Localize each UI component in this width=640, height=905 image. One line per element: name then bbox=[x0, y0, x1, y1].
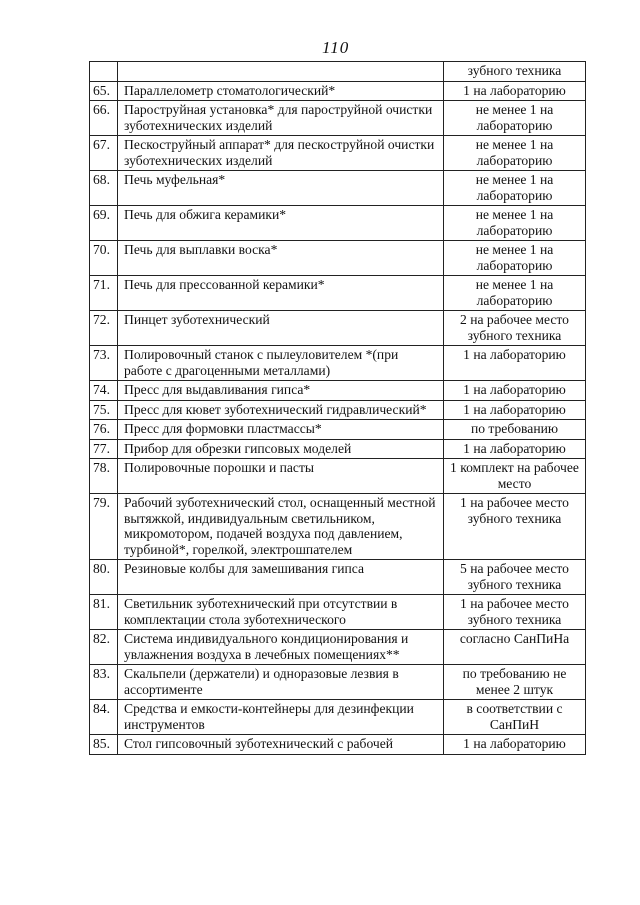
table-row bbox=[90, 459, 586, 494]
table-row bbox=[90, 241, 586, 276]
table-row bbox=[90, 560, 586, 595]
row-number: 69. bbox=[90, 206, 118, 241]
item-quantity: не менее 1 на лабораторию bbox=[444, 136, 586, 171]
item-quantity: не менее 1 на лабораторию bbox=[444, 101, 586, 136]
row-number: 72. bbox=[90, 311, 118, 346]
page-number: 110 bbox=[322, 38, 350, 57]
item-name: Средства и емкости-контейнеры для дезинфекции инструментов bbox=[118, 700, 444, 735]
item-name: Рабочий зуботехнический стол, оснащенный местной вытяжкой, индивидуальным светильником, микромотором, подачей воздуха под давлением, турбиной*, горелкой, электрошпателем bbox=[118, 494, 444, 560]
item-quantity: по требованию не менее 2 штук bbox=[444, 665, 586, 700]
item-name: Печь для выплавки воска* bbox=[118, 241, 444, 276]
table-row bbox=[90, 400, 586, 420]
row-number: 79. bbox=[90, 494, 118, 560]
item-name bbox=[118, 62, 444, 82]
item-name: Резиновые колбы для замешивания гипса bbox=[118, 560, 444, 595]
equipment-table bbox=[89, 61, 586, 755]
item-name: Скальпели (держатели) и одноразовые лезвия в ассортименте bbox=[118, 665, 444, 700]
table-row bbox=[90, 346, 586, 381]
item-quantity: не менее 1 на лабораторию bbox=[444, 171, 586, 206]
item-quantity: не менее 1 на лабораторию bbox=[444, 206, 586, 241]
item-name: Полировочный станок с пылеуловителем *(при работе с драгоценными металлами) bbox=[118, 346, 444, 381]
item-name: Параллелометр стоматологический* bbox=[118, 81, 444, 101]
table-row bbox=[90, 62, 586, 82]
table-row bbox=[90, 171, 586, 206]
row-number: 68. bbox=[90, 171, 118, 206]
item-name: Пресс для выдавливания гипса* bbox=[118, 381, 444, 401]
table-row bbox=[90, 311, 586, 346]
table-row bbox=[90, 665, 586, 700]
row-number: 78. bbox=[90, 459, 118, 494]
item-quantity: согласно СанПиНа bbox=[444, 630, 586, 665]
equipment-table-body bbox=[90, 62, 586, 755]
table-row bbox=[90, 494, 586, 560]
row-number: 75. bbox=[90, 400, 118, 420]
row-number: 71. bbox=[90, 276, 118, 311]
item-quantity: по требованию bbox=[444, 420, 586, 440]
row-number: 74. bbox=[90, 381, 118, 401]
item-name: Печь для обжига керамики* bbox=[118, 206, 444, 241]
row-number: 84. bbox=[90, 700, 118, 735]
table-row bbox=[90, 381, 586, 401]
item-quantity: в соответствии с СанПиН bbox=[444, 700, 586, 735]
item-name: Прибор для обрезки гипсовых моделей bbox=[118, 439, 444, 459]
row-number: 85. bbox=[90, 735, 118, 755]
item-quantity: 1 на рабочее место зубного техника bbox=[444, 595, 586, 630]
row-number: 82. bbox=[90, 630, 118, 665]
item-name: Стол гипсовочный зуботехнический с рабочей bbox=[118, 735, 444, 755]
item-name: Пинцет зуботехнический bbox=[118, 311, 444, 346]
item-quantity: 1 на лабораторию bbox=[444, 81, 586, 101]
row-number bbox=[90, 62, 118, 82]
table-row bbox=[90, 81, 586, 101]
item-name: Светильник зуботехнический при отсутствии в комплектации стола зуботехнического bbox=[118, 595, 444, 630]
item-name: Система индивидуального кондиционирования и увлажнения воздуха в лечебных помещениях** bbox=[118, 630, 444, 665]
table-row bbox=[90, 700, 586, 735]
item-name: Печь муфельная* bbox=[118, 171, 444, 206]
item-quantity: 1 на лабораторию bbox=[444, 400, 586, 420]
row-number: 80. bbox=[90, 560, 118, 595]
item-quantity: 1 комплект на рабочее место bbox=[444, 459, 586, 494]
item-quantity: 1 на лабораторию bbox=[444, 439, 586, 459]
item-name: Пескоструйный аппарат* для пескоструйной очистки зуботехнических изделий bbox=[118, 136, 444, 171]
table-row bbox=[90, 595, 586, 630]
item-name: Пресс для кювет зуботехнический гидравлический* bbox=[118, 400, 444, 420]
table-row bbox=[90, 630, 586, 665]
table-row bbox=[90, 735, 586, 755]
table-row bbox=[90, 206, 586, 241]
item-quantity: 1 на рабочее место зубного техника bbox=[444, 494, 586, 560]
item-name: Пресс для формовки пластмассы* bbox=[118, 420, 444, 440]
row-number: 73. bbox=[90, 346, 118, 381]
item-quantity: не менее 1 на лабораторию bbox=[444, 276, 586, 311]
table-row bbox=[90, 420, 586, 440]
row-number: 65. bbox=[90, 81, 118, 101]
item-name: Полировочные порошки и пасты bbox=[118, 459, 444, 494]
table-row bbox=[90, 276, 586, 311]
row-number: 76. bbox=[90, 420, 118, 440]
item-name: Пароструйная установка* для пароструйной очистки зуботехнических изделий bbox=[118, 101, 444, 136]
item-quantity: зубного техника bbox=[444, 62, 586, 82]
row-number: 83. bbox=[90, 665, 118, 700]
item-quantity: 1 на лабораторию bbox=[444, 346, 586, 381]
item-quantity: 1 на лабораторию bbox=[444, 381, 586, 401]
item-quantity: 5 на рабочее место зубного техника bbox=[444, 560, 586, 595]
item-name: Печь для прессованной керамики* bbox=[118, 276, 444, 311]
row-number: 70. bbox=[90, 241, 118, 276]
row-number: 81. bbox=[90, 595, 118, 630]
table-row bbox=[90, 101, 586, 136]
table-row bbox=[90, 136, 586, 171]
row-number: 66. bbox=[90, 101, 118, 136]
item-quantity: 2 на рабочее место зубного техника bbox=[444, 311, 586, 346]
table-row bbox=[90, 439, 586, 459]
item-quantity: не менее 1 на лабораторию bbox=[444, 241, 586, 276]
item-quantity: 1 на лабораторию bbox=[444, 735, 586, 755]
row-number: 77. bbox=[90, 439, 118, 459]
row-number: 67. bbox=[90, 136, 118, 171]
